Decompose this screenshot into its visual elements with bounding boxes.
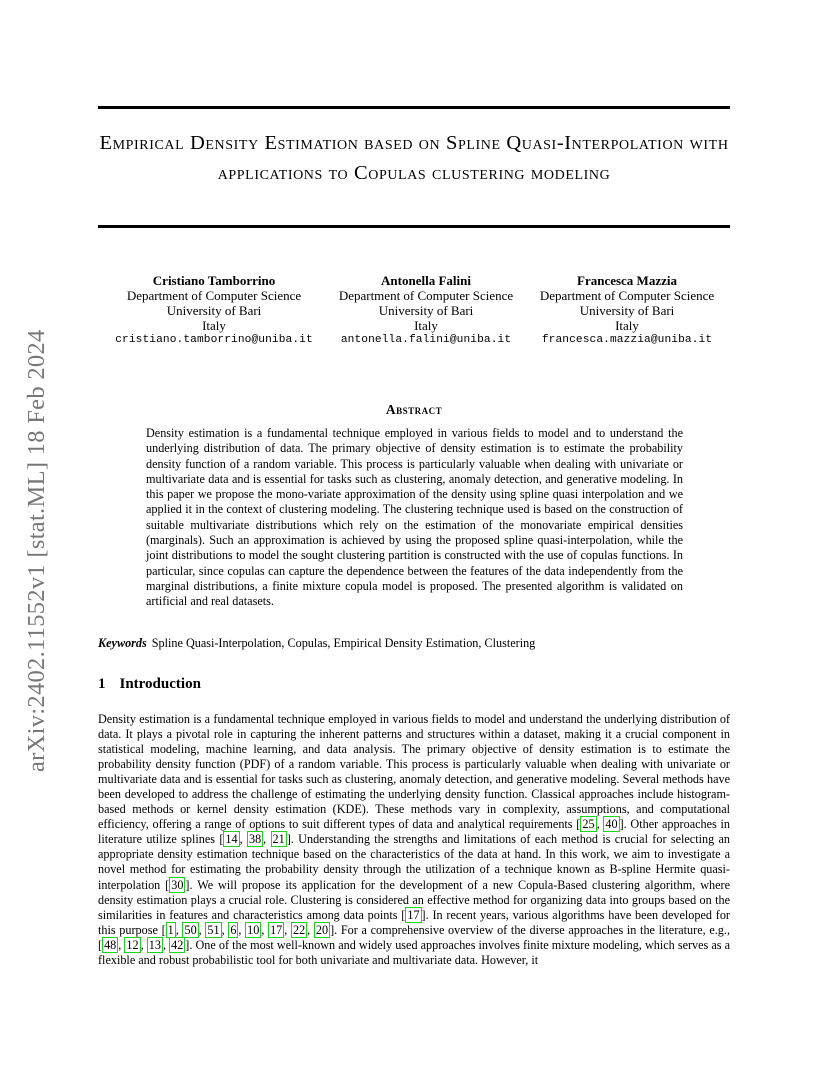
paragraph-text: ]. Understanding the strengths and limitations of each method is crucial for selecting an appropriate density estimation technique based on the characteristics of the data at hand. In this work, we aim to investigate a novel method for estimating the probability density through the utilization of a technique known as B-spline Hermite quasi-interpolation [: [98, 832, 731, 892]
citation-link[interactable]: 51: [207, 922, 220, 937]
citation-link[interactable]: 6: [230, 922, 237, 937]
author-department: Department of Computer Science: [338, 288, 514, 303]
paper-title: Empirical Density Estimation based on Spline Quasi-Interpolation with applications to Copulas clustering modeling: [99, 132, 729, 184]
keywords-label: Keywords: [98, 636, 147, 650]
citation-link[interactable]: 40: [605, 817, 618, 832]
paragraph-text: Density estimation is a fundamental technique employed in various fields to model and understand the underlying distribution of data. It plays a pivotal role in capturing the inherent patterns and structures within a dataset, making it a crucial component in statistical modeling, machine learning, and data analysis. The primary objective of density estimation is to estimate the probability density function (PDF) of a random variable. This process is particularly valuable when dealing with univariate or multivariate data and is essential for tasks such as clustering, anomaly detection, and generative modeling. Several methods have been developed to address the challenge of estimating the underlying density function. Classical approaches include histogram-based methods or kernel density estimation (KDE). These methods vary in complexity, assumptions, and computational efficiency, offering a range of options to suit different types of data and analytical requirements [: [98, 712, 730, 832]
citation-link[interactable]: 13: [148, 937, 161, 952]
author-department: Department of Computer Science: [126, 288, 302, 303]
arxiv-identifier: arXiv:2402.11552v1 [stat.ML] 18 Feb 2024: [23, 329, 50, 772]
abstract-heading: Abstract: [385, 402, 443, 417]
citation-link[interactable]: 42: [171, 937, 184, 952]
citation-link[interactable]: 17: [270, 922, 283, 937]
author-email[interactable]: antonella.falini@uniba.it: [340, 334, 512, 346]
author-block-1: [104, 273, 324, 348]
citation-link[interactable]: 20: [315, 922, 329, 937]
paragraph-text: ]. In recent years, various algorithms have been developed for this purpose [: [98, 907, 730, 937]
author-country: Italy: [414, 318, 438, 333]
author-block-2: [316, 273, 536, 348]
author-email[interactable]: francesca.mazzia@uniba.it: [541, 334, 713, 346]
author-block-3: [517, 273, 737, 348]
section-number: 1: [98, 676, 106, 692]
citation-link[interactable]: 21: [272, 832, 285, 847]
keywords-line: [98, 636, 730, 651]
paragraph-text: ]. We will propose its application for the development of a new Copula-Based clustering algorithm, where density estimation plays a crucial role. Clustering is considered an effective method for organizing data into groups based on the similarities in features and characteristics among data points [: [98, 877, 730, 922]
author-university: University of Bari: [579, 303, 675, 318]
section-heading: [98, 676, 201, 693]
author-name: Francesca Mazzia: [577, 273, 677, 288]
citation-link[interactable]: 25: [582, 817, 595, 832]
citation-link[interactable]: 17: [407, 907, 420, 922]
citation-link[interactable]: 30: [171, 877, 184, 892]
citation-link[interactable]: 50: [184, 922, 197, 937]
author-university: University of Bari: [166, 303, 262, 318]
paragraph-text: ]. One of the most well-known and widely used approaches involves finite mixture modeling, which serves as a flexible and robust probabilistic tool for both univariate and multivariate data. However, it: [98, 937, 731, 967]
author-country: Italy: [615, 318, 639, 333]
author-country: Italy: [202, 318, 226, 333]
citation-link[interactable]: 1: [167, 922, 174, 937]
citation-link[interactable]: 12: [126, 937, 139, 952]
keywords-list: Spline Quasi-Interpolation, Copulas, Empirical Density Estimation, Clustering: [151, 636, 536, 650]
section-title: Introduction: [119, 676, 201, 692]
citation-link[interactable]: 10: [247, 922, 260, 937]
citation-link[interactable]: 38: [248, 832, 262, 847]
citation-link[interactable]: 14: [225, 832, 238, 847]
author-university: University of Bari: [378, 303, 474, 318]
author-name: Antonella Falini: [381, 273, 471, 288]
abstract-text: Density estimation is a fundamental technique employed in various fields to model and to understand the underlying distribution of data. The primary objective of density estimation is to estimate the probability density function of a random variable. This process is particularly valuable when dealing with univariate or multivariate data and is essential for tasks such as clustering, anomaly detection, and generative modeling. In this paper we propose the mono-variate approximation of the density using spline quasi interpolation and we applied it in the context of clustering modeling. The clustering technique used is based on the construction of suitable multivariate distributions which rely on the estimation of the monovariate empirical densities (marginals). Such an approximation is achieved by using the proposed spline quasi-interpolation, while the joint distributions to model the sought clustering partition is constructed with the use of copulas functions. In particular, since copulas can capture the dependence between the features of the data independently from the marginal distributions, a finite mixture copula model is proposed. The presented algorithm is validated on artificial and real datasets.: [146, 426, 683, 609]
citation-link[interactable]: 48: [104, 937, 117, 952]
introduction-paragraph: Density estimation is a fundamental technique employed in various fields to model and understand the underlying distribution of data. It plays a pivotal role in capturing the inherent patterns and structures within a dataset, making it a crucial component in statistical modeling, machine learning, and data analysis. The primary objective of density estimation is to estimate the probability density function (PDF) of a random variable. This process is particularly valuable when dealing with univariate or multivariate data and is essential for tasks such as clustering, anomaly detection, and generative modeling. Several methods have been developed to address the challenge of estimating the underlying density function. Classical approaches include histogram-based methods or kernel density estimation (KDE). These methods vary in complexity, assumptions, and computational efficiency, offering a range of options to suit different types of data and analytical requirements [ 25 , 40 ]. Other approaches in literature utilize splines [ 14 , 38 , 21 ]. Understanding the strengths and limitations of each method is crucial for selecting an appropriate density estimation technique based on the characteristics of the data at hand. In this work, we aim to investigate a novel method for estimating the probability density through the utilization of a technique known as B-spline Hermite quasi-interpolation [ 30 ]. We will propose its application for the development of a new Copula-Based clustering algorithm, where density estimation plays a crucial role. Clustering is considered an effective method for organizing data into groups based on the similarities in features and characteristics among data points [ 17 ]. In recent years, various algorithms have been developed for this purpose [ 1 , 50 , 51 , 6 , 10 , 17 , 22 , 20 ]. For a comprehensive overview of the diverse approaches in the literature, e.g., [ 48 , 12 , 13 , 42 ]. One of the most well-known and widely used approaches involves finite mixture modeling, which serves as a flexible and robust probabilistic tool for both univariate and multivariate data. However, it: [98, 712, 731, 967]
citation-link[interactable]: 22: [292, 922, 306, 937]
author-department: Department of Computer Science: [539, 288, 715, 303]
paragraph-text: ]. Other approaches in literature utilize splines [: [98, 817, 730, 847]
author-email[interactable]: cristiano.tamborrino@uniba.it: [115, 334, 313, 346]
top-rule: [98, 106, 730, 109]
paragraph-text: ]. For a comprehensive overview of the diverse approaches in the literature, e.g., [: [98, 922, 730, 952]
bottom-rule: [98, 225, 730, 228]
author-name: Cristiano Tamborrino: [152, 273, 276, 288]
